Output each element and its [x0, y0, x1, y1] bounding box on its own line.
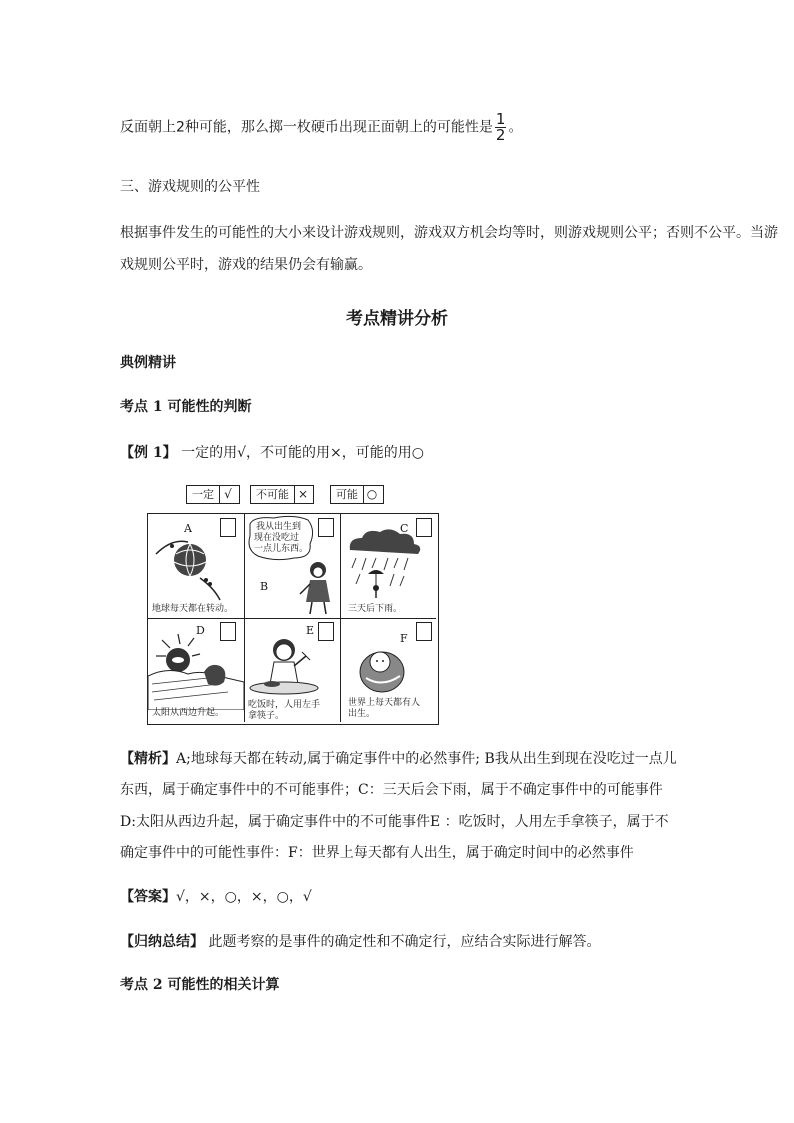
- fairness-paragraph-line1: 根据事件发生的可能性的大小来设计游戏规则，游戏双方机会均等时，则游戏规则公平；否则不公平。当游: [120, 225, 778, 241]
- event-picture-grid: [147, 513, 439, 725]
- cell-b-letter: B: [260, 580, 269, 593]
- point2-heading: 考点 2 可能性的相关计算: [120, 977, 280, 993]
- legend-possible: 可能 ○: [330, 485, 384, 504]
- analysis-line3: D:太阳从西边升起，属于确定事件中的不可能事件E ：吃饭时，人用左手拿筷子，属于不: [120, 814, 669, 830]
- cell-f: [340, 618, 436, 722]
- cell-a-letter: A: [184, 522, 192, 535]
- intro-text: 反面朝上2种可能，那么掷一枚硬币出现正面朝上的可能性是: [120, 119, 493, 136]
- cell-c-letter: C: [400, 522, 409, 535]
- answer-label: 【答案】: [120, 889, 176, 905]
- answer-text: √，×，○，×，○，√: [176, 889, 312, 905]
- cell-f-letter: F: [400, 632, 408, 645]
- example1-text: 一定的用√，不可能的用×，可能的用○: [176, 445, 424, 461]
- baby-illustration: [340, 628, 436, 708]
- point1-heading: 考点 1 可能性的判断: [120, 399, 252, 415]
- fairness-paragraph-line2: 戏规则公平时，游戏的结果仍会有输赢。: [120, 257, 372, 273]
- section-heading-fairness: 三、游戏规则的公平性: [120, 179, 260, 195]
- cell-e: [244, 618, 341, 722]
- example1-prompt: [120, 446, 680, 460]
- cell-c-caption: 三天后下雨。: [348, 604, 403, 614]
- analysis-line2: 东西，属于确定事件中的不可能事件；C：三天后会下雨，属于不确定事件中的可能事件: [120, 782, 663, 798]
- cell-b-bubble-line3: 一点儿东西。: [254, 544, 309, 554]
- cell-b-bubble-line2: 现在没吃过: [254, 533, 300, 543]
- cell-e-caption-line2: 拿筷子。: [248, 711, 285, 721]
- cell-b-bubble-line1: 我从出生到: [256, 522, 302, 532]
- rain-cloud-illustration: [340, 524, 436, 604]
- cell-d: [148, 618, 245, 722]
- cell-b: [244, 514, 341, 619]
- main-title: 考点精讲分析: [346, 309, 448, 329]
- legend-impossible: 不可能 ×: [250, 485, 314, 504]
- cell-d-letter: D: [196, 624, 205, 637]
- answer-line: [120, 890, 680, 904]
- legend-certain: 一定 √: [186, 485, 240, 504]
- summary-line: [120, 935, 680, 949]
- globe-illustration: [148, 524, 244, 604]
- cell-f-caption-line1: 世界上每天都有人: [348, 698, 421, 708]
- cell-d-caption: 太阳从西边升起。: [152, 708, 225, 718]
- child-eating-illustration: [244, 626, 340, 706]
- examples-heading: 典例精讲: [120, 355, 176, 371]
- intro-line: 反面朝上2种可能，那么掷一枚硬币出现正面朝上的可能性是 $\frac{1}{2}$ 。: [120, 110, 523, 144]
- cell-c: [340, 514, 436, 619]
- summary-label: 【归纳总结】: [120, 934, 204, 950]
- cell-a-caption: 地球每天都在转动。: [152, 604, 234, 614]
- fraction-one-half: $\frac{1}{2}$: [495, 110, 506, 144]
- analysis-label: 【精析】: [120, 751, 176, 767]
- cell-b-answer-box[interactable]: [318, 518, 334, 537]
- analysis-line4: 确定事件中的可能性事件：F：世界上每天都有人出生，属于确定时间中的必然事件: [120, 845, 634, 861]
- cell-f-caption-line2: 出生。: [348, 709, 376, 719]
- cell-a: [148, 514, 245, 619]
- sunrise-illustration: [148, 630, 244, 710]
- cell-e-letter: E: [306, 624, 315, 637]
- example1-label: 【例 1】: [120, 445, 177, 461]
- cell-e-caption-line1: 吃饭时，人用左手: [248, 700, 321, 710]
- analysis-line1: 【精析】A;地球每天都在转动,属于确定事件中的必然事件; B我从出生到现在没吃过一点儿: [120, 751, 677, 767]
- summary-text: 此题考察的是事件的确定性和不确定行，应结合实际进行解答。: [204, 934, 601, 950]
